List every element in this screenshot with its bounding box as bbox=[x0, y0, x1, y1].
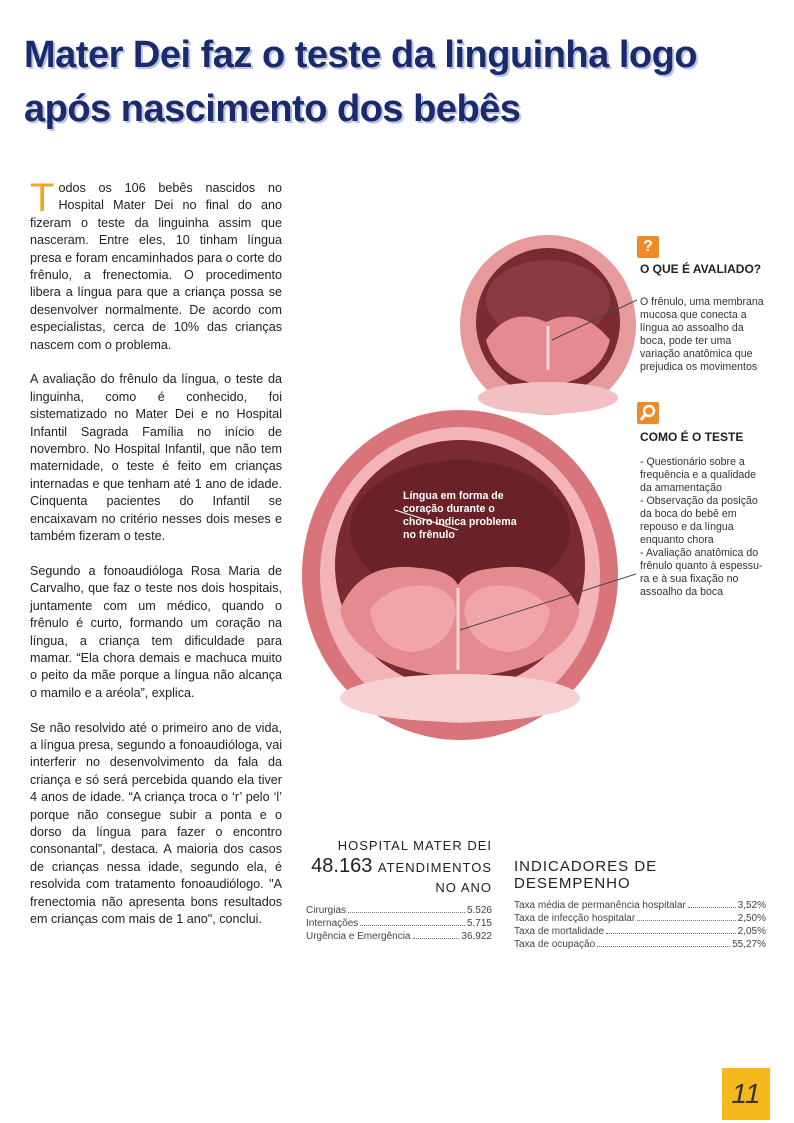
article-body bbox=[30, 176, 282, 946]
small-mouth-image bbox=[460, 235, 637, 415]
attendance-total: 48.163 ATENDIMENTOS bbox=[311, 855, 492, 877]
stat-row: Internações 5.715 bbox=[306, 918, 492, 929]
hospital-stats bbox=[306, 838, 492, 942]
article-paragraph-1: Todos os 106 bebês nascidos no Hospital Mater Dei no final do ano fizeram o teste da linguinha assim que nasceram. Entre eles, 10 tinham língua presa e foram encaminhados para o corte do frênulo, a frenectomia. O procedimento libera a língua para que a criança possa se desenvolver normalmente. De acordo com especialistas, cerca de 10% das crianças nascem com o problema. bbox=[30, 176, 282, 352]
performance-heading: INDICADORES DE DESEMPENHO bbox=[514, 858, 658, 892]
stat-row: Urgência e Emergência 36.922 bbox=[306, 931, 492, 942]
indicator-row: Taxa de infecção hospitalar 2,50% bbox=[514, 913, 766, 924]
mouth-illustration bbox=[300, 230, 780, 750]
evaluated-text: O frênulo, uma membrana mucosa que conecta a língua ao assoalho da boca, pode ter uma variação anatômica que prejudica os movimentos bbox=[640, 296, 764, 373]
heart-tongue-callout: Língua em forma de coração durante o choro indica problema no frênulo bbox=[403, 490, 517, 541]
attendance-period: NO ANO bbox=[435, 880, 492, 895]
question-icon: ? bbox=[637, 236, 659, 258]
article-paragraph-3: Segundo a fonoaudióloga Rosa Maria de Carvalho, que faz o teste nos dois hospitais, juntamente com um médico, quando o frênulo é curto, formando um coração na língua, a criança tem dificuldade para mamar. “Ela chora demais e machuca muito o peito da mãe porque a língua não alcança o mamilo e a aréola”, explica. bbox=[30, 563, 282, 700]
hospital-stats-heading: HOSPITAL MATER DEI bbox=[337, 838, 492, 853]
evaluated-title: O QUE É AVALIADO? bbox=[640, 262, 762, 276]
performance-indicators bbox=[514, 858, 766, 950]
test-text: - Questionário sobre a frequência e a qualidade da amamentação - Observação da posição da boca do bebê em repouso e da língua enquanto chora - Avaliação anatômica do frênulo quanto à espessu- ra e à sua fixação no assoalho da boca bbox=[640, 456, 763, 598]
stat-row: Cirurgias 5.526 bbox=[306, 905, 492, 916]
test-title: COMO É O TESTE bbox=[640, 430, 744, 444]
page-number: 11 bbox=[722, 1068, 770, 1120]
indicator-row: Taxa de mortalidade 2,05% bbox=[514, 926, 766, 937]
article-paragraph-4: Se não resolvido até o primeiro ano de vida, a língua presa, segundo a fonoaudióloga, vai interferir no desenvolvimento da fala da criança e só será percebida quando ela tiver 4 anos de idade. “A criança troca o ‘r’ pelo ‘l’ porque não consegue subir a ponta e o dorso da língua para fazer o encontro consonantal”, destaca. A maioria dos casos de crianças nessa idade, segundo ela, é resolvida com tratamento fonoaudiólogo. "A frenectomia não apresenta bons resultados em crianças com mais de 1 ano", conclui. bbox=[30, 720, 282, 927]
indicator-row: Taxa de ocupação 55,27% bbox=[514, 939, 766, 950]
article-paragraph-2: A avaliação do frênulo da língua, o teste da linguinha, como é conhecido, foi sistematizado no Mater Dei e no Hospital Infantil Sagrada Família no início de novembro. No Hospital Infantil, que não tem maternidade, o teste é feito em crianças internadas e que tenham até 1 ano de idade. Cinquenta pacientes do Infantil se encaixavam no critério nesses dois meses e também fizeram o teste. bbox=[30, 372, 282, 544]
page-title: Mater Dei faz o teste da linguinha logo após nascimento dos bebês bbox=[24, 34, 698, 130]
indicator-row: Taxa média de permanência hospitalar 3,52% bbox=[514, 900, 766, 911]
large-mouth-image bbox=[302, 410, 636, 740]
search-icon bbox=[637, 402, 659, 424]
drop-cap: T bbox=[30, 176, 55, 220]
